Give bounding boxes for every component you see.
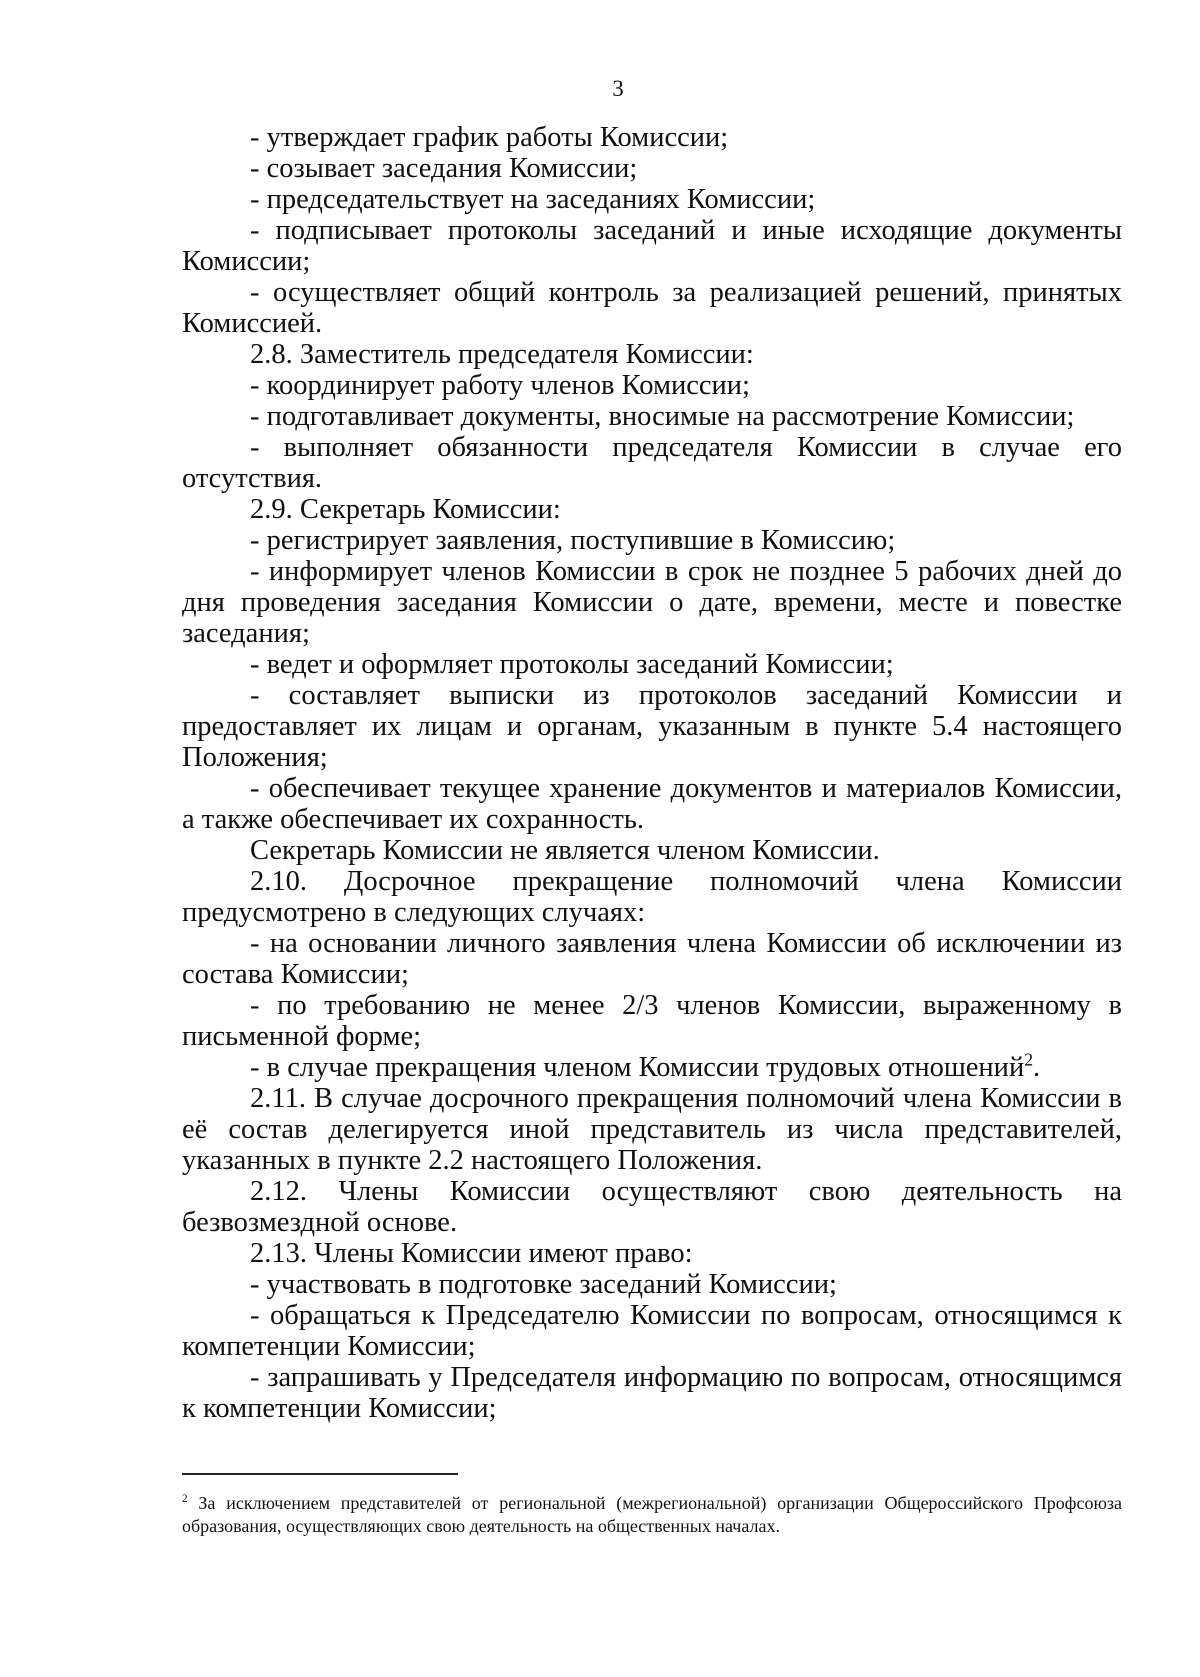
- document-body: [182, 122, 1122, 1424]
- footnote: [182, 1492, 1122, 1538]
- paragraph: - обеспечивает текущее хранение документов и материалов Комиссии, а также обеспечивает их сохранность.: [182, 773, 1122, 835]
- paragraph: - выполняет обязанности председателя Комиссии в случае его отсутствия.: [182, 432, 1122, 494]
- paragraph: - регистрирует заявления, поступившие в Комиссию;: [250, 525, 896, 556]
- paragraph: - обращаться к Председателю Комиссии по вопросам, относящимся к компетенции Комиссии;: [182, 1300, 1122, 1362]
- paragraph: - координирует работу членов Комиссии;: [250, 370, 750, 401]
- section-heading: 2.11. В случае досрочного прекращения полномочий члена Комиссии в её состав делегируется иной представитель из числа представителей, указанных в пункте 2.2 настоящего Положения.: [182, 1083, 1122, 1176]
- page-number: 3: [612, 76, 624, 101]
- paragraph: - запрашивать у Председателя информацию по вопросам, относящимся к компетенции Комиссии;: [182, 1362, 1122, 1424]
- paragraph: - подготавливает документы, вносимые на рассмотрение Комиссии;: [250, 401, 1075, 432]
- paragraph: - председательствует на заседаниях Комиссии;: [250, 184, 816, 215]
- paragraph: - утверждает график работы Комиссии;: [250, 122, 729, 153]
- paragraph: - осуществляет общий контроль за реализацией решений, принятых Комиссией.: [182, 277, 1122, 339]
- paragraph: - составляет выписки из протоколов заседаний Комиссии и предоставляет их лицам и органам, указанным в пункте 5.4 настоящего Положения;: [182, 680, 1122, 773]
- paragraph-end: .: [1033, 1052, 1041, 1083]
- section-heading: 2.10. Досрочное прекращение полномочий члена Комиссии предусмотрено в следующих случаях:: [182, 866, 1122, 928]
- paragraph: - информирует членов Комиссии в срок не позднее 5 рабочих дней до дня проведения заседания Комиссии о дате, времени, месте и повестке заседания;: [182, 556, 1122, 649]
- paragraph: Секретарь Комиссии не является членом Комиссии.: [250, 835, 880, 866]
- paragraph: - созывает заседания Комиссии;: [250, 153, 638, 184]
- section-heading: 2.8. Заместитель председателя Комиссии:: [250, 339, 754, 370]
- paragraph: - подписывает протоколы заседаний и иные исходящие документы Комиссии;: [182, 215, 1122, 277]
- paragraph: - ведет и оформляет протоколы заседаний Комиссии;: [250, 649, 894, 680]
- paragraph: - участвовать в подготовке заседаний Комиссии;: [250, 1269, 837, 1300]
- paragraph-text: - в случае прекращения членом Комиссии трудовых отношений: [250, 1052, 1025, 1083]
- footnote-marker: 2: [182, 1493, 188, 1505]
- paragraph: - по требованию не менее 2/3 членов Комиссии, выраженному в письменной форме;: [182, 990, 1122, 1052]
- paragraph: - на основании личного заявления члена Комиссии об исключении из состава Комиссии;: [182, 928, 1122, 990]
- footnote-reference: 2: [1024, 1049, 1034, 1070]
- section-heading: 2.12. Члены Комиссии осуществляют свою деятельность на безвозмездной основе.: [182, 1176, 1122, 1238]
- section-heading: 2.13. Члены Комиссии имеют право:: [250, 1238, 693, 1269]
- footnote-divider: [182, 1473, 458, 1475]
- footnote-text: За исключением представителей от региональной (межрегиональной) организации Общероссийского Профсоюза образования, осуществляющих свою деятельность на общественных началах.: [182, 1493, 1123, 1536]
- section-heading: 2.9. Секретарь Комиссии:: [250, 494, 561, 525]
- paragraph-with-footnote: [182, 1049, 1122, 1083]
